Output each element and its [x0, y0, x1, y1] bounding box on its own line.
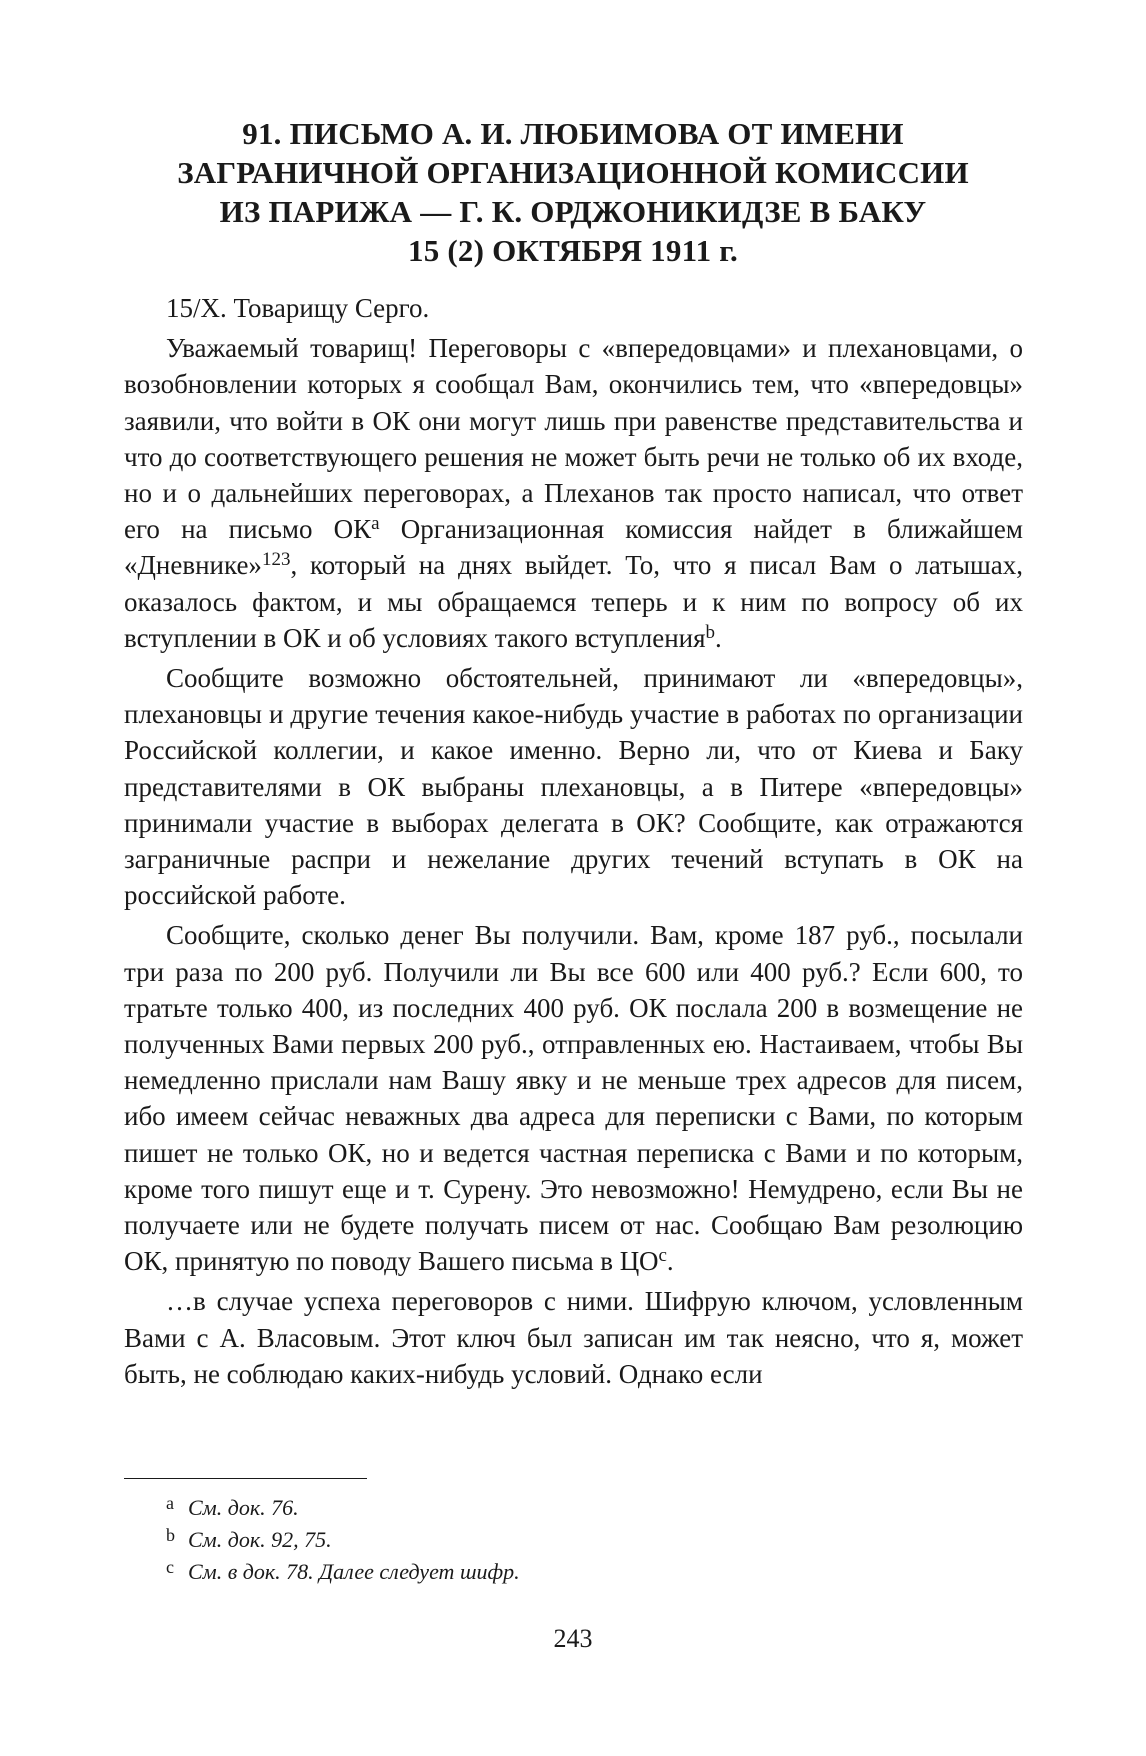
note-ref-123: 123	[261, 549, 291, 571]
footnote: a См. док. 76.	[166, 1493, 299, 1520]
title-line: 91. ПИСЬМО А. И. ЛЮБИМОВА ОТ ИМЕНИ	[242, 116, 904, 151]
title-line: 15 (2) ОКТЯБРЯ 1911 г.	[408, 233, 738, 268]
footnote-ref-c: c	[658, 1245, 667, 1267]
title-line: ИЗ ПАРИЖА — Г. К. ОРДЖОНИКИДЗЕ В БАКУ	[219, 194, 927, 229]
footnote: b См. док. 92, 75.	[166, 1525, 332, 1552]
footnote-text: См. док. 92, 75.	[188, 1527, 332, 1552]
paragraph-1-text-d: .	[715, 622, 722, 653]
footnote-text: См. док. 76.	[188, 1495, 299, 1520]
paragraph-3-text-a: Сообщите, сколько денег Вы получили. Вам, кроме 187 руб., посылали три раза по 200 руб. Получили ли Вы все 600 или 400 руб.? Если 600, то тратьте только 400, из последних 400 руб. ОК послала 200 в возмещение не полученных Вами первых 200 руб., отправленных ею. Настаиваем, чтобы Вы немедленно прислали нам Вашу явку и не меньше трех адресов для писем, ибо имеем сейчас неважных два адреса для переписки с Вами, по которым пишет не только ОК, но и ведется частная переписка с Вами и по которым, кроме того пишут еще и т. Сурену. Это невозможно! Немудрено, если Вы не получаете или не будете получать писем от нас. Сообщаю Вам резолюцию ОК, принятую по поводу Вашего письма в ЦО	[124, 920, 1023, 1277]
footnote-ref-b: b	[705, 621, 716, 643]
letter-body	[124, 290, 1023, 1396]
paragraph-1-text-c: , который на днях выйдет. То, что я писал Вам о латышах, оказалось фактом, и мы обращаемся теперь и к ним по вопросу об их вступлении в ОК и об условиях такого вступления	[124, 550, 1023, 653]
paragraph-4: …в случае успеха переговоров с ними. Шифрую ключом, условленным Вами с А. Власовым. Этот ключ был записан им так неясно, что я, может быть, не соблюдаю каких-нибудь условий. Однако если	[124, 1286, 1023, 1389]
paragraph-3-text-b: .	[666, 1246, 674, 1277]
footnote: c См. в док. 78. Далее следует шифр.	[166, 1557, 520, 1584]
footnote-ref-a: a	[371, 513, 380, 535]
footnote-text: См. в док. 78. Далее следует шифр.	[188, 1559, 520, 1584]
footnotes	[166, 1492, 520, 1588]
paragraph-1-text-a: Уважаемый товарищ! Переговоры с «впередовцами» и плехановцами, о возобновлении которых я сообщал Вам, окончились тем, что «впередовцы» заявили, что войти в ОК они могут лишь при равенстве представительства и что до соответствующего решения не может быть речи не только об их входе, но и о дальнейших переговорах, а Плеханов так просто написал, что ответ его на письмо ОК	[124, 333, 1023, 545]
paragraph-3	[124, 917, 1023, 1279]
paragraph-1-text-b: Организационная комиссия найдет в ближайшем «Дневнике»	[124, 514, 1023, 581]
salutation: 15/X. Товарищу Серго.	[166, 293, 430, 323]
title-line: ЗАГРАНИЧНОЙ ОРГАНИЗАЦИОННОЙ КОМИССИИ	[177, 155, 969, 190]
paragraph-1	[124, 330, 1023, 656]
document-title	[120, 114, 1026, 270]
paragraph-2: Сообщите возможно обстоятельней, принимают ли «впередовцы», плехановцы и другие течения какое-нибудь участие в работах по организации Российской коллегии, и какое именно. Верно ли, что от Киева и Баку представителями в ОК выбраны плехановцы, а в Питере «впередовцы» принимали участие в выборах делегата в ОК? Сообщите, как отражаются заграничные распри и нежелание других течений вступать в ОК на российской работе.	[124, 663, 1023, 911]
page-number: 243	[553, 1624, 593, 1653]
footnote-divider	[124, 1478, 367, 1479]
